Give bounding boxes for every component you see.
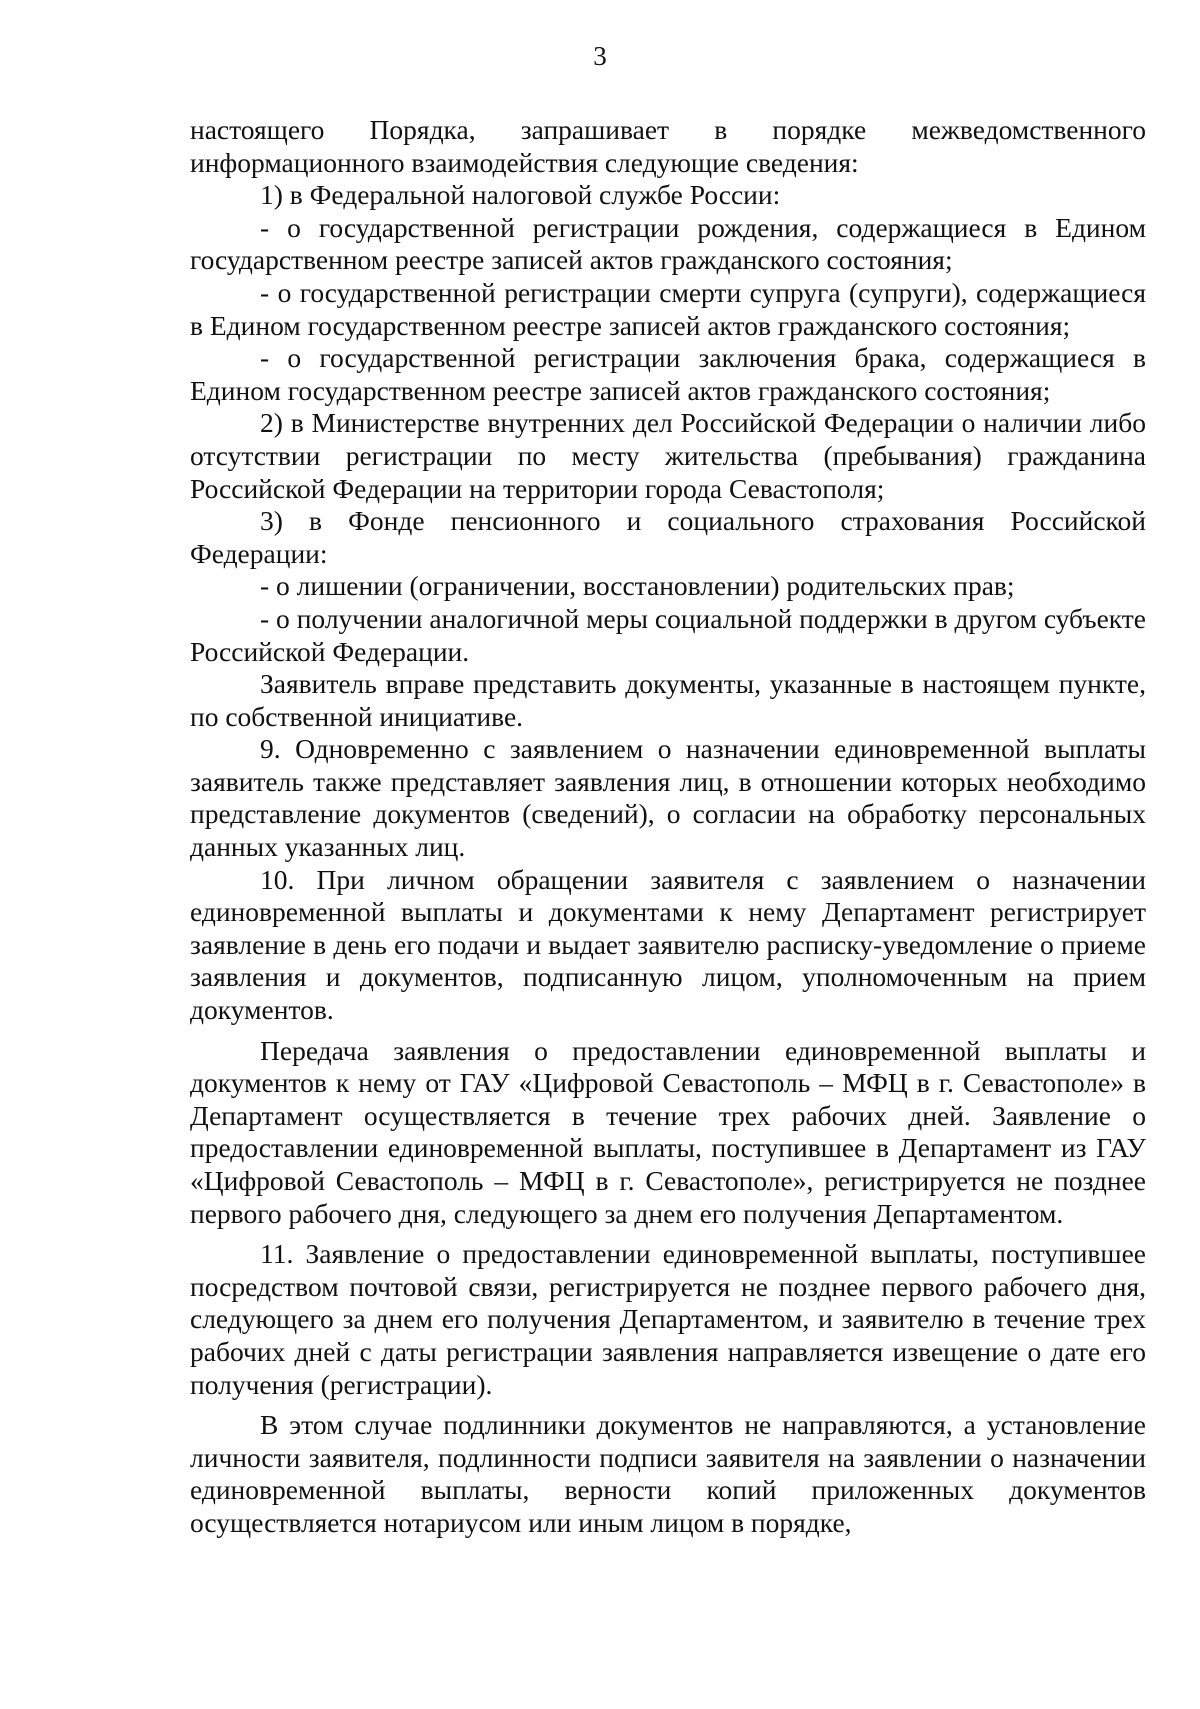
paragraph-item-1: 1) в Федеральной налоговой службе России: xyxy=(260,179,781,211)
paragraph-originals: В этом случае подлинники документов не направляются, а установление личности заявителя, подлинности подписи заявителя на заявлении о назначении единовременной выплаты, верности копий приложенных документов осуществляется нотариусом или иным лицом в порядке, xyxy=(190,1409,1146,1538)
paragraph-birth-registration: - о государственной регистрации рождения, содержащиеся в Едином государственном реестре записей актов гражданского состояния; xyxy=(190,211,1146,276)
paragraph-similar-support: - о получении аналогичной меры социальной поддержки в другом субъекте Российской Федерации. xyxy=(190,602,1146,667)
paragraph-marriage-registration: - о государственной регистрации заключения брака, содержащиеся в Едином государственном реестре записей актов гражданского состояния; xyxy=(190,342,1146,406)
paragraph-applicant-right: Заявитель вправе представить документы, указанные в настоящем пункте, по собственной инициативе. xyxy=(190,668,1146,732)
paragraph-parental-rights: - о лишении (ограничении, восстановлении) родительских прав; xyxy=(260,570,1015,602)
paragraph-transfer: Передача заявления о предоставлении единовременной выплаты и документов к нему от ГАУ «Цифровой Севастополь – МФЦ в г. Севастополе» в Департамент осуществляется в течение трех рабочих дней. Заявление о предоставлении единовременной выплаты, поступившее в Департамент из ГАУ «Цифровой Севастополь – МФЦ в г. Севастополе», регистрируется не позднее первого рабочего дня, следующего за днем его получения Департаментом. xyxy=(190,1034,1146,1229)
document-body xyxy=(190,114,1146,1540)
paragraph-continuation: настоящего Порядка, запрашивает в порядке межведомственного информационного взаимодействия следующие сведения: xyxy=(190,114,1146,178)
paragraph-clause-9: 9. Одновременно с заявлением о назначении единовременной выплаты заявитель также представляет заявления лиц, в отношении которых необходимо представление документов (сведений), о согласии на обработку персональных данных указанных лиц. xyxy=(190,733,1146,863)
paragraph-item-2: 2) в Министерстве внутренних дел Российской Федерации о наличии либо отсутствии регистрации по месту жительства (пребывания) гражданина Российской Федерации на территории города Севастополя; xyxy=(190,407,1146,504)
page-number: 3 xyxy=(593,41,607,71)
paragraph-item-3: 3) в Фонде пенсионного и социального страхования Российской Федерации: xyxy=(190,505,1146,569)
paragraph-clause-11: 11. Заявление о предоставлении единовременной выплаты, поступившее посредством почтовой связи, регистрируется не позднее первого рабочего дня, следующего за днем его получения Департаментом, и заявителю в течение трех рабочих дней с даты регистрации заявления направляется извещение о дате его получения (регистрации). xyxy=(190,1238,1146,1400)
paragraph-clause-10: 10. При личном обращении заявителя с заявлением о назначении единовременной выплаты и документами к нему Департамент регистрирует заявление в день его подачи и выдает заявителю расписку-уведомление о приеме заявления и документов, подписанную лицом, уполномоченным на прием документов. xyxy=(190,863,1146,1026)
paragraph-death-registration: - о государственной регистрации смерти супруга (супруги), содержащиеся в Едином государственном реестре записей актов гражданского состояния; xyxy=(190,276,1146,341)
